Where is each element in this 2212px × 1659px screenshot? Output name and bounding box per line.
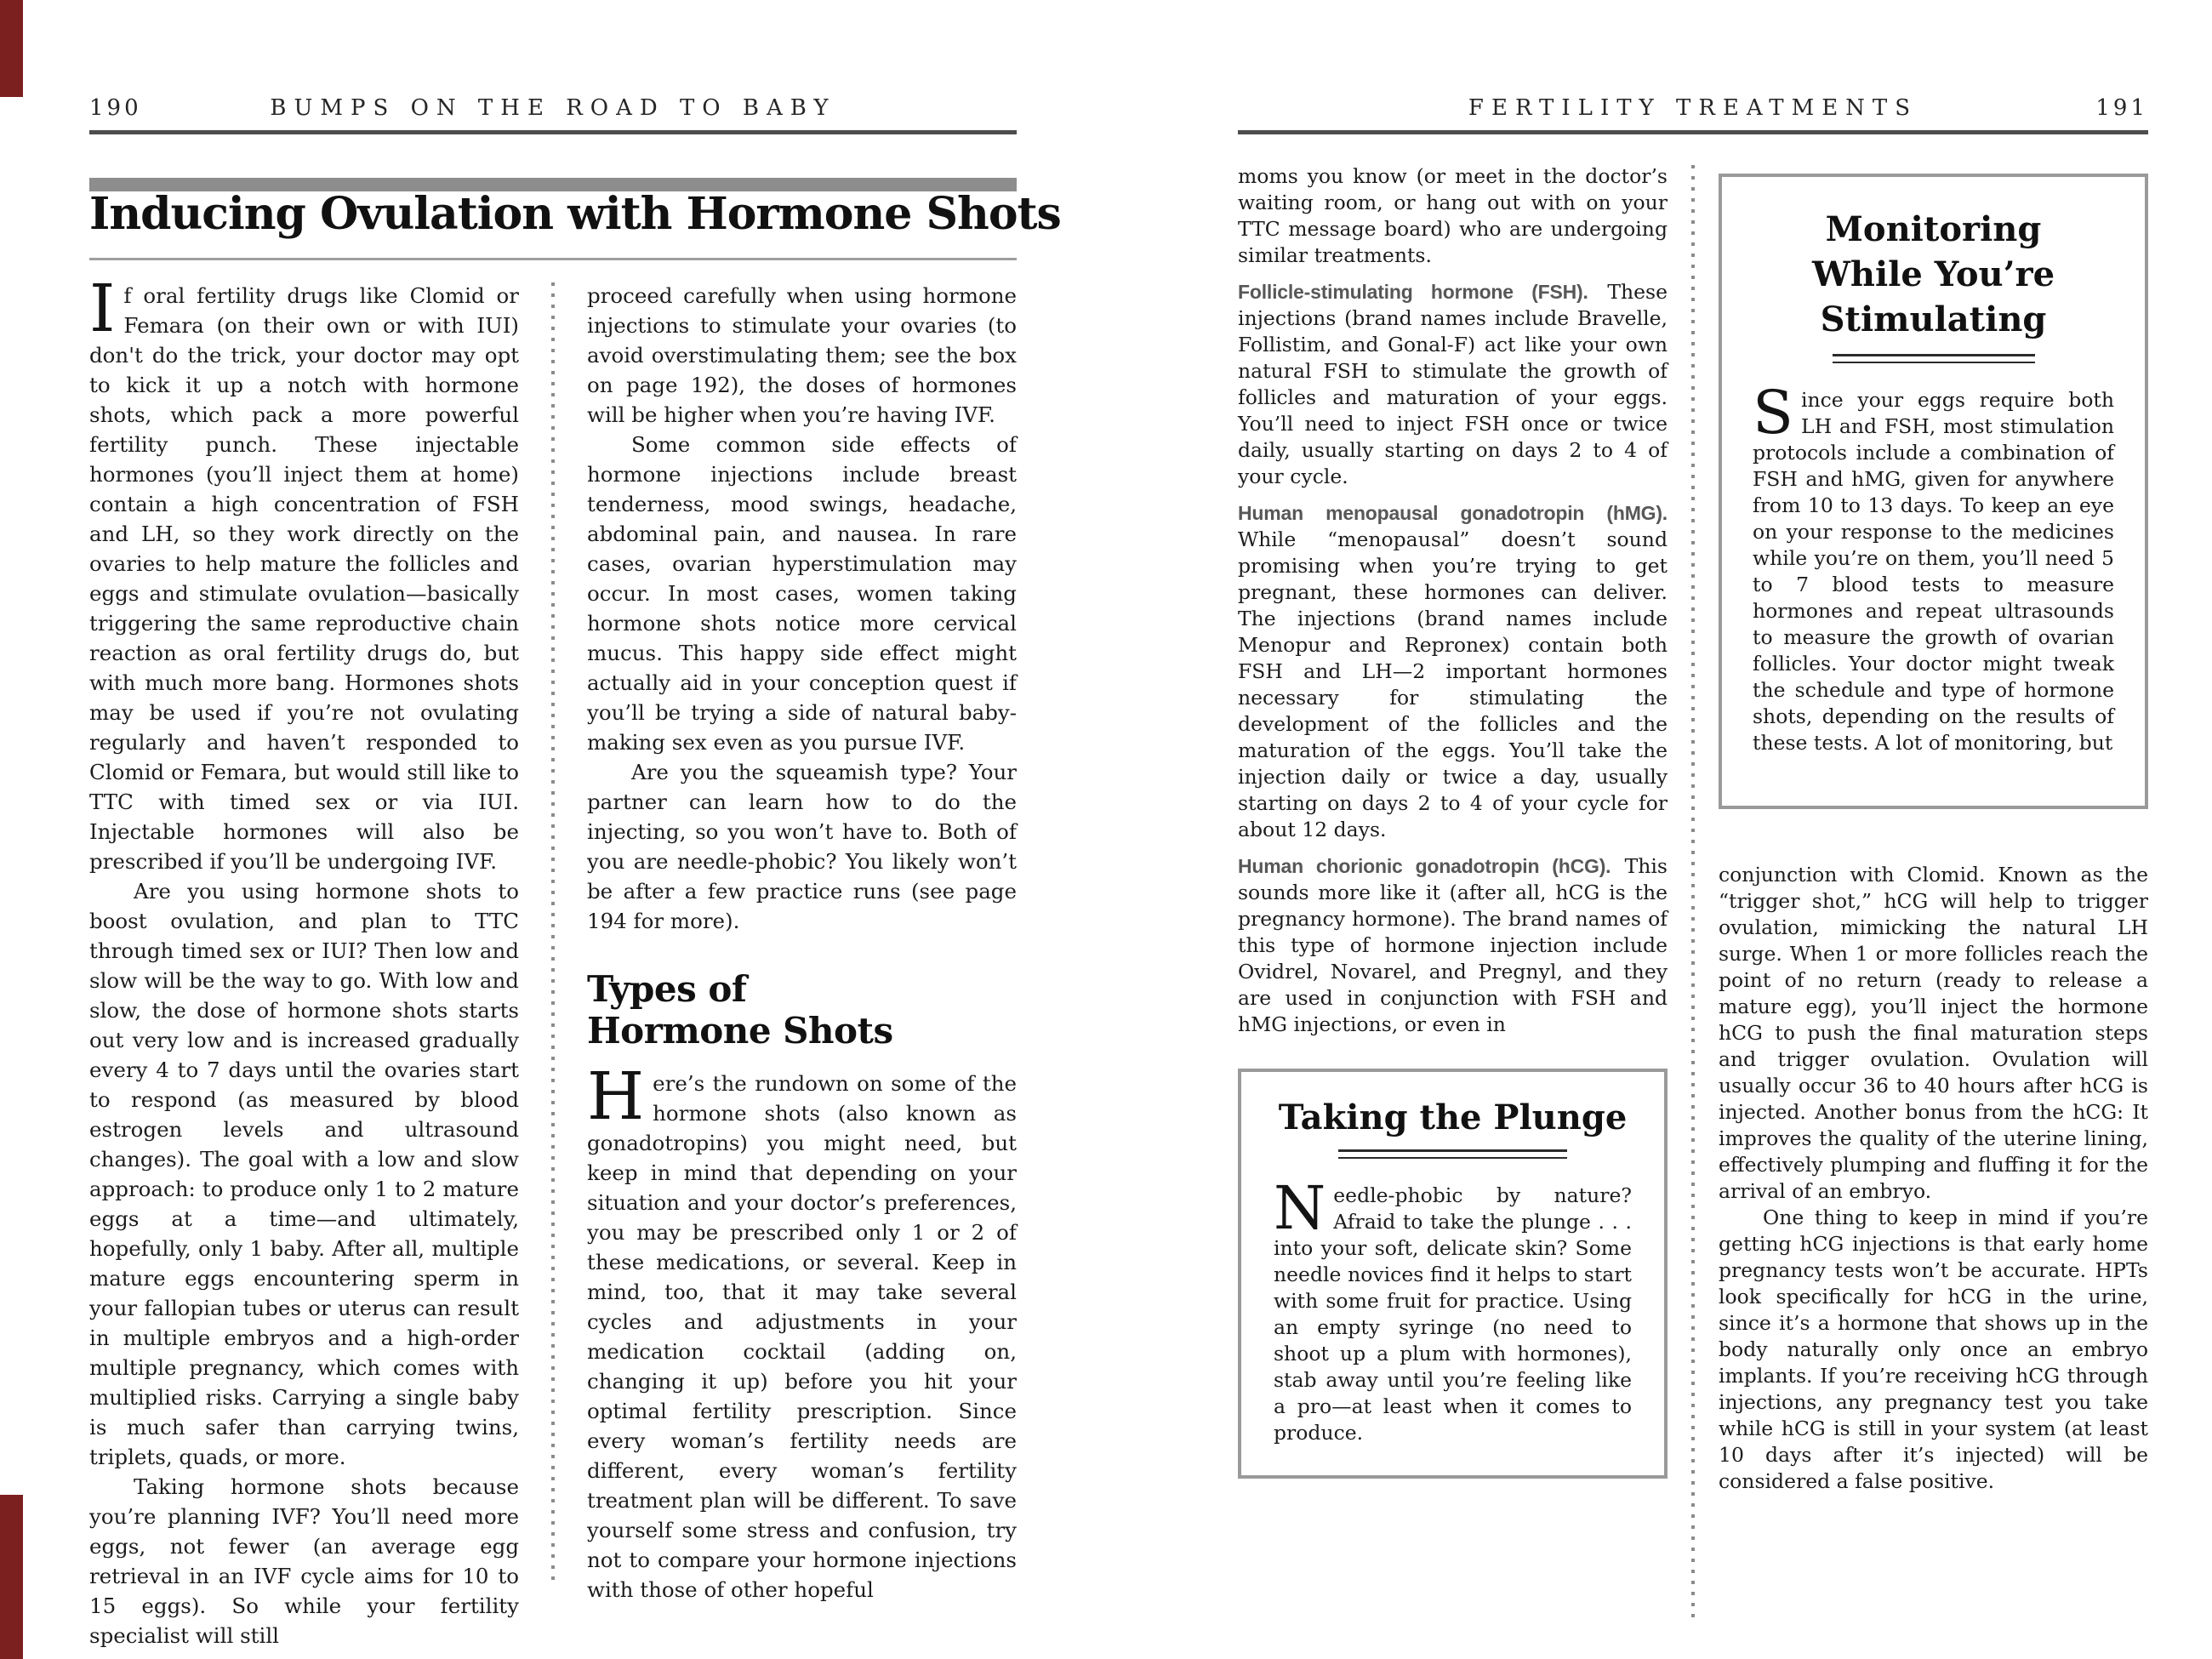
running-title-right: FERTILITY TREATMENTS [1468, 95, 1918, 121]
dotted-column-divider [551, 282, 555, 1586]
page-header-right [1238, 95, 2148, 126]
subsection-heading: Types of Hormone Shots [587, 968, 893, 1052]
paragraph: One thing to keep in mind if you’re getting hCG injections is that early home pregnancy tests won’t be accurate. HPTs look specifically for hCG in the urine, since it’s a hormone that shows up in the body naturally only once an embryo implants. If you’re receiving hCG through injections, any pregnancy test you take while hCG is still in your system (at least 10 days after it’s injected) will be considered a false positive. [1719, 1206, 2148, 1494]
paragraph-continuation: conjunction with Clomid. Known as the “trigger shot,” hCG will help to trigger ovulation, mimicking the natural LH surge. When 1 or more follicles reach the point of no return (ready to release a mature egg), you’ll inject the hormone hCG to push the final maturation steps and trigger ovulation. Ovulation will usually occur 36 to 40 hours after hCG is injected. Another bonus from the hCG: It improves the quality of the uterine lining, effectively plumping and fluffing it for the arrival of an embryo. [1719, 863, 2148, 1204]
paragraph-text: f oral fertility drugs like Clomid or Femara (on their own or with IUI) don't do the trick, your doctor may opt to kick it up a notch with hormone shots, which pack a more powerful fertility punch. These injectable hormones (you’ll inject them at home) contain a high concentration of FSH and LH, so they work directly on the ovaries to help mature the follicles and eggs and stimulate ovulation—basically triggering the same reproductive chain reaction as oral fertility drugs do, but with much more bang. Hormones shots may be used if you’re not ovulating regularly and haven’t responded to Clomid or Femara, but would still like to TTC with timed sex or via IUI. Injectable hormones will also be prescribed if you’ll be undergoing IVF. [89, 283, 519, 874]
hcg-body: This sounds more like it (after all, hCG is the pregnancy hormone). The brand names of this type of hormone injection include Ovidrel, Novarel, and Pregnyl, and they are used in conjunction with FSH and hMG injections, or even in [1238, 854, 1668, 1036]
page-191 [1238, 0, 2148, 1659]
subsection-intro-paragraph [587, 1059, 1017, 1605]
running-title-left: BUMPS ON THE ROAD TO BABY [270, 95, 836, 121]
paragraph-continuation: proceed carefully when using hormone injections to stimulate your ovaries (to avoid overstimulating them; see the box on page 192), the doses of hormones will be higher when you’re having IVF. [587, 283, 1017, 427]
box-paragraph [1753, 378, 2114, 756]
chapter-section-title: Inducing Ovulation with Hormone Shots [89, 188, 1061, 240]
right-page-columns [1238, 163, 2148, 1622]
fsh-body: These injections (brand names include Bravelle, Follistim, and Gonal-F) act like your own natural FSH to stimulate the growth of follicles and maturation of your eggs. You’ll need to inject FSH once or twice daily, usually starting on days 2 to 4 of your cycle. [1238, 280, 1668, 488]
paragraph: Are you using hormone shots to boost ovulation, and plan to TTC through timed sex or IUI? Then low and slow will be the way to go. With low and slow, the dose of hormone shots starts out very low and is increased gradually every 4 to 7 days until the ovaries start to respond (as measured by blood estrogen levels and ultrasound changes). The goal with a low and slow approach: to produce only 1 to 2 mature eggs at a time—and ultimately, hopefully, only 1 baby. After all, multiple mature eggs encountering sperm in your fallopian tubes or uterus can result in multiple embryos and a high-order multiple pregnancy, which comes with multiplied risks. Carrying a single baby is much safer than carrying twins, triplets, quads, or more. [89, 879, 519, 1469]
paragraph: Taking hormone shots because you’re planning IVF? You’ll need more eggs, not fewer (an average egg retrieval in an IVF cycle aims for 10 to 15 eggs). So while your fertility specialist will still [89, 1474, 519, 1648]
paragraph-text: ere’s the rundown on some of the hormone shots (also known as gonadotropins) you might need, but keep in mind that depending on your situation and your doctor’s preferences, you may be prescribed only 1 or 2 of these medications, or several. Keep in mind, too, that it may take several cycles and adjustments in your medication cocktail (adding on, changing it up) before you hit your optimal fertility prescription. Since every woman’s fertility needs are different, every woman’s fertility treatment plan will be different. To save yourself some stress and confusion, try not to compare your hormone injections with those of other hopeful [587, 1071, 1017, 1603]
book-cover-edge-top [0, 0, 23, 97]
page-number-left: 190 [89, 95, 142, 121]
drop-cap-i: I [89, 271, 116, 347]
column-gutter [519, 281, 587, 1650]
box-title: Taking the Plunge [1278, 1097, 1628, 1137]
header-rule [89, 130, 1017, 134]
column-gutter [1668, 163, 1719, 1622]
header-rule [1238, 130, 2148, 134]
title-underline-rule [89, 258, 1017, 260]
box-title-double-rule [1833, 354, 2035, 363]
hcg-heading: Human chorionic gonadotropin (hCG). [1238, 855, 1611, 877]
box-paragraph [1274, 1173, 1632, 1446]
page-number-right: 191 [2095, 95, 2148, 121]
box-paragraph-text: ince your eggs require both LH and FSH, most stimulation protocols include a combination of FSH and hMG, given for anywhere from 10 to 13 days. To keep an eye on your response to the medicines while you’re on them, you’ll need 5 to 7 blood tests to measure hormones and repeat ultrasounds to measure the growth of ovarian follicles. Your doctor might tweak the schedule and type of hormone shots, depending on the results of these tests. A lot of monitoring, but [1753, 388, 2114, 755]
box-title-double-rule [1338, 1149, 1567, 1159]
paragraph-continuation: moms you know (or meet in the doctor’s waiting room, or hang out with on your TTC message board) who are undergoing similar treatments. [1238, 164, 1668, 267]
drop-cap-s: S [1753, 378, 1793, 448]
dotted-column-divider [1691, 165, 1695, 1622]
left-page-column-2 [587, 281, 1017, 1650]
box-title: Monitoring While You’re Stimulating [1811, 209, 2055, 339]
intro-paragraph [89, 271, 519, 876]
right-page-column-1 [1238, 163, 1668, 1622]
fsh-heading: Follicle-stimulating hormone (FSH). [1238, 281, 1588, 303]
paragraph: Are you the squeamish type? Your partner can learn how to do the injecting, so you won’t have to. Both of you are needle-phobic? You likely won’t be after a few practice runs (see page 194 for more). [587, 760, 1017, 933]
page-190 [89, 0, 1061, 1659]
drop-cap-n: N [1274, 1173, 1326, 1243]
page-header-left [89, 95, 1017, 126]
box-paragraph-text: eedle-phobic by nature? Afraid to take the plunge . . . into your soft, delicate skin? Some needle novices find it helps to start with some fruit for practice. Using an empty syringe (no need to shoot up a plum with hormones), stab away until you’re feeling like a pro—at least when it comes to produce. [1274, 1183, 1632, 1445]
hmg-heading: Human menopausal gonadotropin (hMG). [1238, 502, 1668, 524]
left-page-column-1 [89, 271, 519, 1650]
monitoring-box [1719, 174, 2148, 809]
paragraph: Some common side effects of hormone injections include breast tenderness, mood swings, headache, abdominal pain, and nausea. In rare cases, ovarian hyperstimulation may occur. In most cases, women taking hormone shots notice more cervical mucus. This happy side effect might actually aid in your conception quest if you’ll be trying a side of natural baby-making sex even as you pursue IVF. [587, 432, 1017, 755]
right-page-column-2 [1719, 163, 2148, 1622]
hmg-entry [1238, 500, 1668, 843]
hmg-body: While “menopausal” doesn’t sound promising when you’re trying to get pregnant, these hormones can deliver. The injections (brand names include Menopur and Repronex) contain both FSH and LH—2 important hormones necessary for stimulating the development of the follicles and the maturation of the eggs. You’ll take the injection daily or twice a day, usually starting on days 2 to 4 of your cycle for about 12 days. [1238, 527, 1668, 841]
taking-the-plunge-box [1238, 1069, 1668, 1479]
drop-cap-h: H [587, 1059, 645, 1136]
hcg-entry [1238, 853, 1668, 1038]
fsh-entry [1238, 279, 1668, 490]
book-cover-edge-bottom [0, 1495, 23, 1659]
left-page-columns [89, 271, 1017, 1650]
